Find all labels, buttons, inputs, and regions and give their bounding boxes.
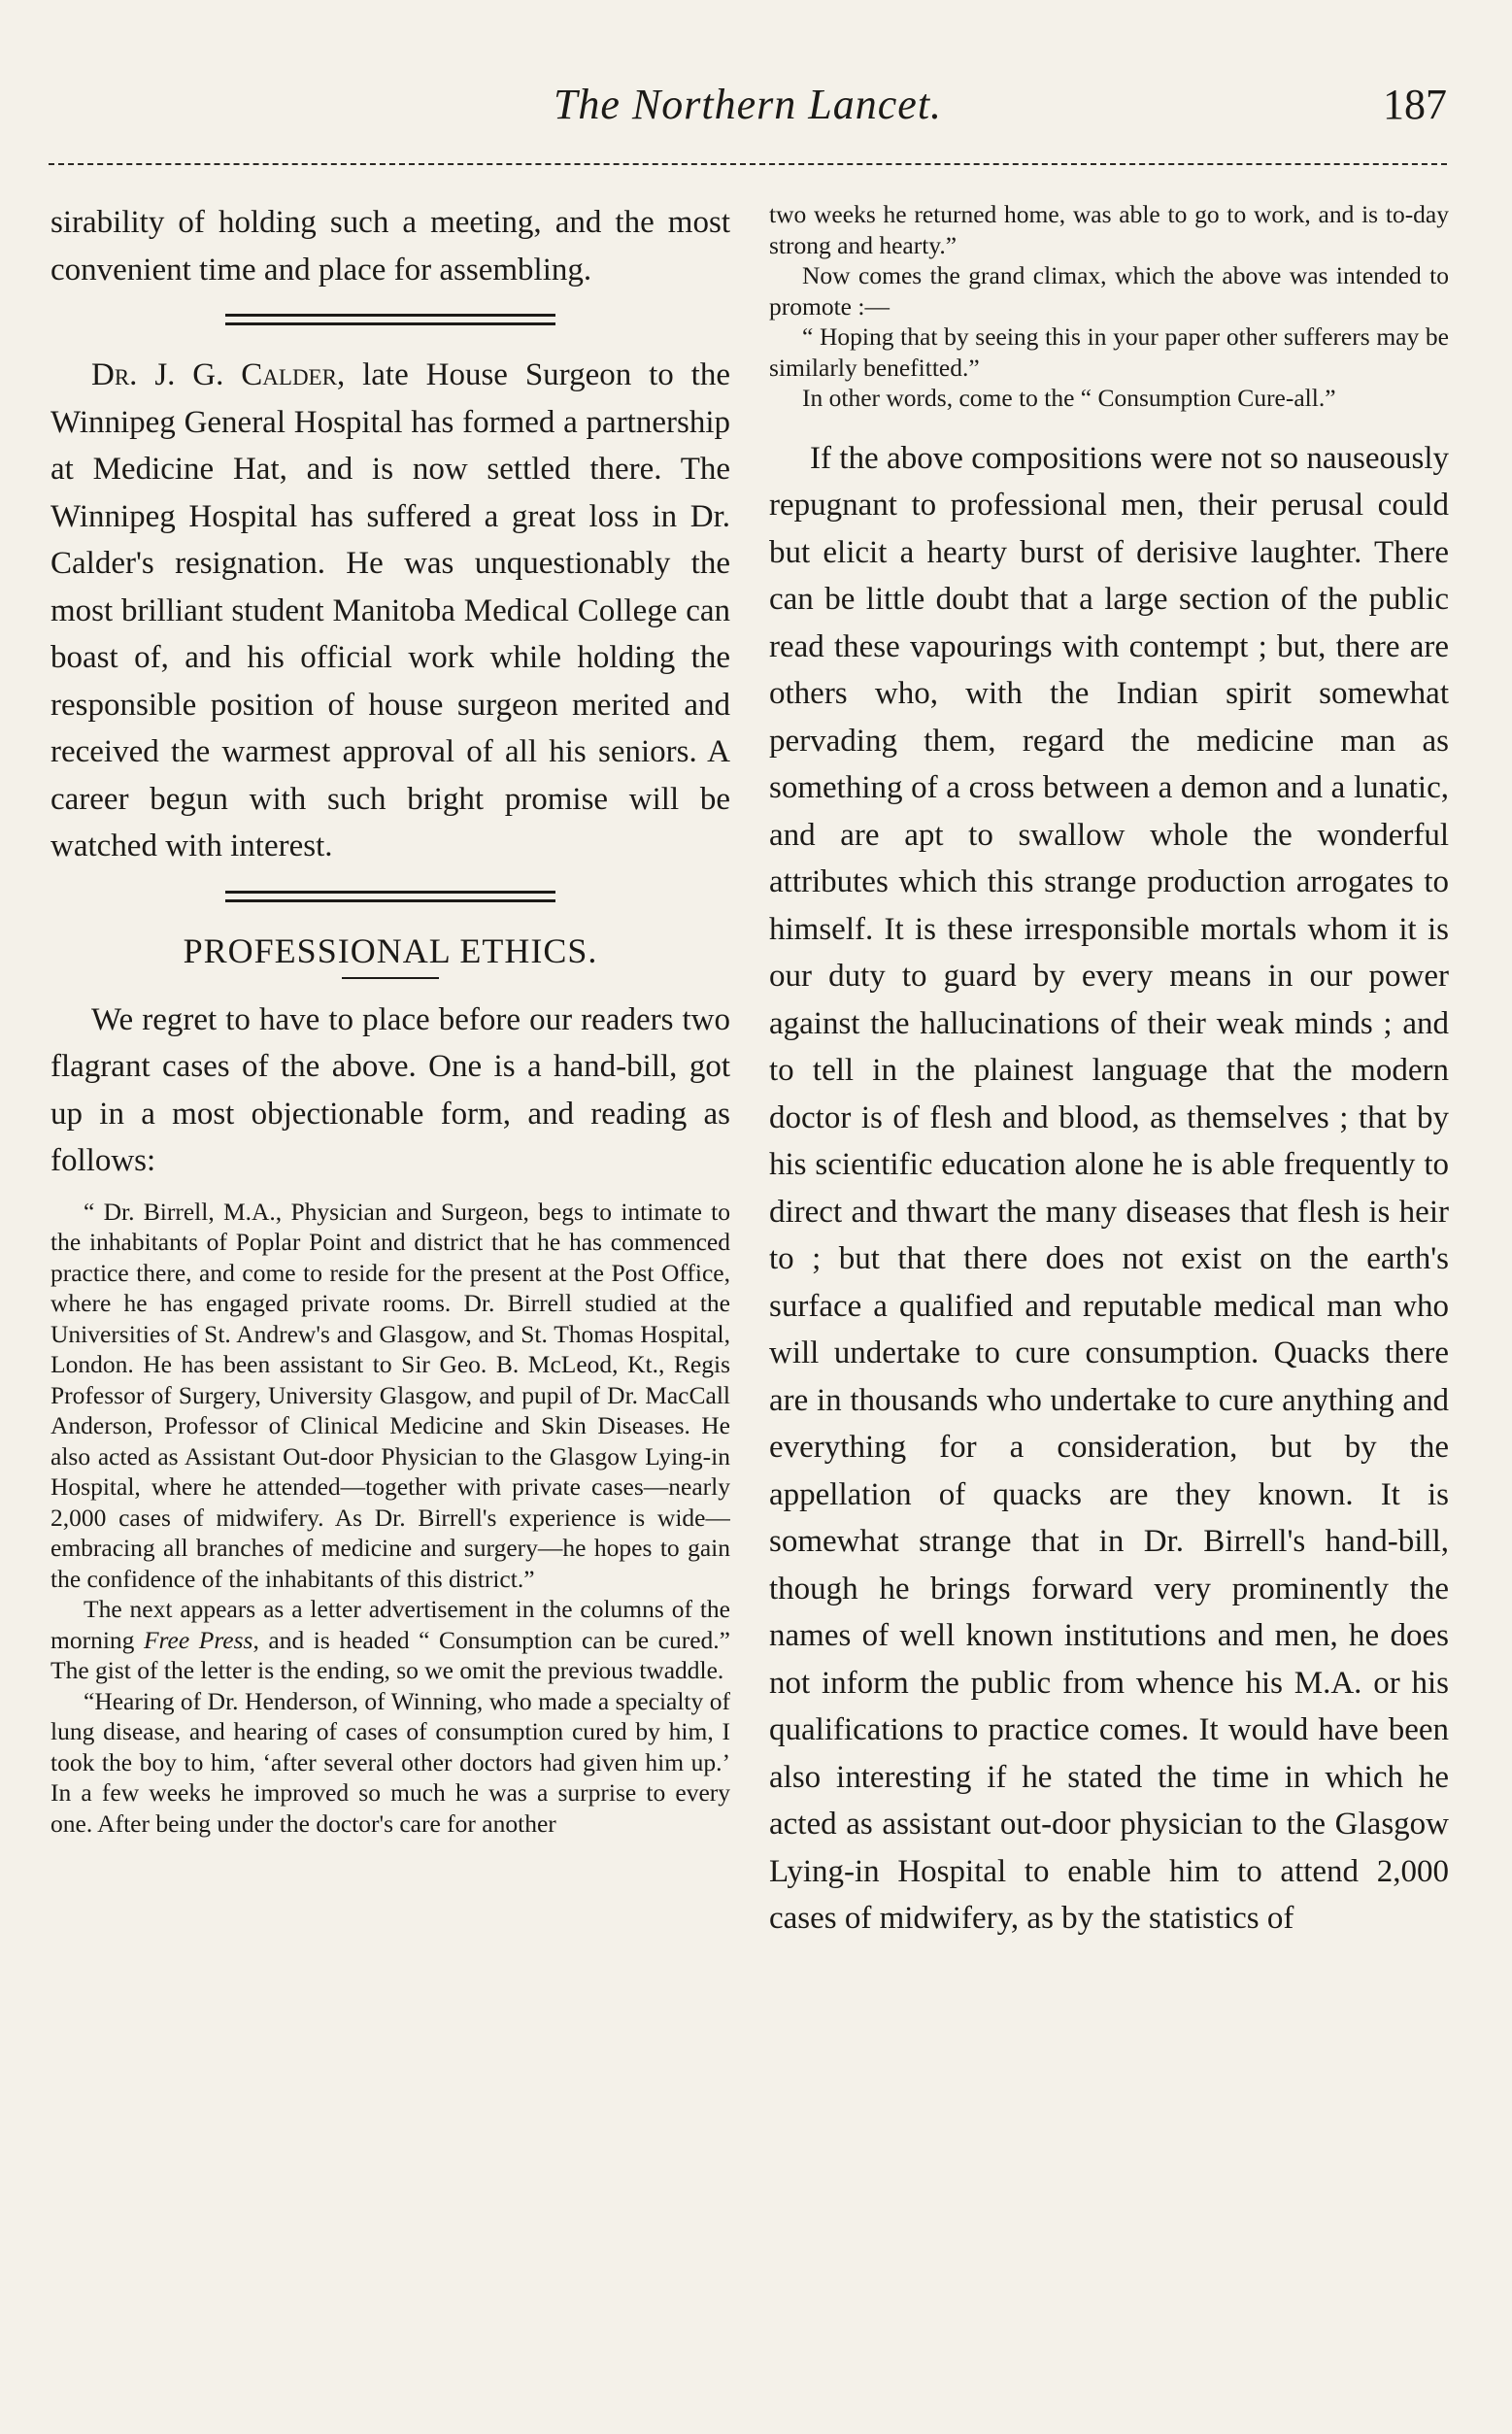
calder-text: late House Surgeon to the Winnipeg General Hospital has formed a partnership at Medicine Hat, and is now settled there. The Winnipeg Hospital has suffered a great loss in Dr. Calder's resignation. He was unquestionably the most brilliant student Manitoba Medical College can boast of, and his official work while holding the responsible position of house surgeon merited and received the warmest approval of all his seniors. A career begun with such bright promise will be watched with interest. bbox=[50, 357, 730, 863]
calder-name: Dr. J. G. Calder, bbox=[91, 357, 346, 392]
double-rule-divider bbox=[50, 313, 730, 330]
double-rule-divider bbox=[50, 890, 730, 907]
intro-paragraph: We regret to have to place before our readers two flagrant cases of the above. One is a hand-bill, got up in a most objectionable form, and reading as follows: bbox=[50, 1001, 730, 1178]
letter-quote: “Hearing of Dr. Henderson, of Winning, who made a specialty of lung disease, and hearing of cases of consumption cured by him, I took the boy to him, ‘after several other doctors had given him up.’ In a few weeks he improved so much he was a surprise to every one. After being under the doctor's care for another bbox=[50, 1686, 730, 1838]
section-heading: PROFESSIONAL ETHICS. bbox=[183, 930, 598, 970]
letter-advert-paragraph: The next appears as a letter advertisement in the columns of the morning Free Press, and is headed “ Consumption can be cured.” The gist of the letter is the ending, so we omit the previous twaddle. bbox=[50, 1595, 730, 1684]
right-column bbox=[769, 199, 1449, 2418]
running-title: The Northern Lancet. bbox=[553, 81, 943, 128]
heading-rule bbox=[342, 977, 439, 979]
letter-quote-continued: two weeks he returned home, was able to go to work, and is to-day strong and hearty.” bbox=[769, 200, 1449, 259]
page-header bbox=[49, 80, 1447, 148]
handbill-quote: “ Dr. Birrell, M.A., Physician and Surgeon, begs to intimate to the inhabitants of Poplar Point and district that he has commenced practice there, and come to reside for the present at the Post Office, where he has engaged private rooms. Dr. Birrell studied at the Universities of St. Andrew's and Glasgow, and St. Thomas Hospital, London. He has been assistant to Sir Geo. B. McLeod, Kt., Regis Professor of Surgery, University Glasgow, and pupil of Dr. MacCall Anderson, Professor of Clinical Medicine and Skin Diseases. He also acted as Assistant Out-door Physician to the Glasgow Lying-in Hospital, where he attended—together with private cases—nearly 2,000 cases of midwifery. As Dr. Birrell's experience is wide—embracing all branches of medicine and surgery—he hopes to gain the confidence of the inhabitants of this district.” bbox=[50, 1197, 730, 1593]
calder-paragraph bbox=[50, 352, 730, 870]
left-column bbox=[50, 199, 730, 2418]
other-words-paragraph: In other words, come to the “ Consumption Cure-all.” bbox=[802, 384, 1336, 412]
newspaper-name: Free Press bbox=[143, 1625, 253, 1654]
header-rule bbox=[49, 163, 1447, 165]
hoping-quote: “ Hoping that by seeing this in your paper other sufferers may be similarly benefitted.” bbox=[769, 322, 1449, 382]
continued-paragraph: sirability of holding such a meeting, and the most convenient time and place for assembling. bbox=[50, 205, 730, 287]
main-editorial-paragraph: If the above compositions were not so nauseously repugnant to professional men, their perusal could but elicit a hearty burst of derisive laughter. There can be little doubt that a large section of the public read these vapourings with contempt ; but, there are others who, with the Indian spirit somewhat pervading them, regard the medicine man as something of a cross between a demon and a lunatic, and are apt to swallow whole the wonderful attributes which this strange production arrogates to himself. It is these irresponsible mortals whom it is our duty to guard by every means in our power against the hallucinations of their weak minds ; and to tell in the plainest language that the modern doctor is of flesh and blood, as themselves ; that by his scientific education alone he is able frequently to direct and thwart the many diseases that flesh is heir to ; but that there does not exist on the earth's surface a qualified and reputable medical man who will undertake to cure consumption. Quacks there are in thousands who undertake to cure anything and everything for a consideration, but by the appellation of quacks are they known. It is somewhat strange that in Dr. Birrell's hand-bill, though he brings forward very prominently the names of well known institutions and men, he does not inform the public from whence his M.A. or his qualifications to practice comes. It would have been also interesting if he stated the time in which he acted as assistant out-door physician to the Glasgow Lying-in Hospital to enable him to attend 2,000 cases of midwifery, as by the statistics of bbox=[769, 440, 1449, 1936]
climax-paragraph: Now comes the grand climax, which the above was intended to promote :— bbox=[769, 261, 1449, 321]
page-number: 187 bbox=[1383, 81, 1447, 128]
